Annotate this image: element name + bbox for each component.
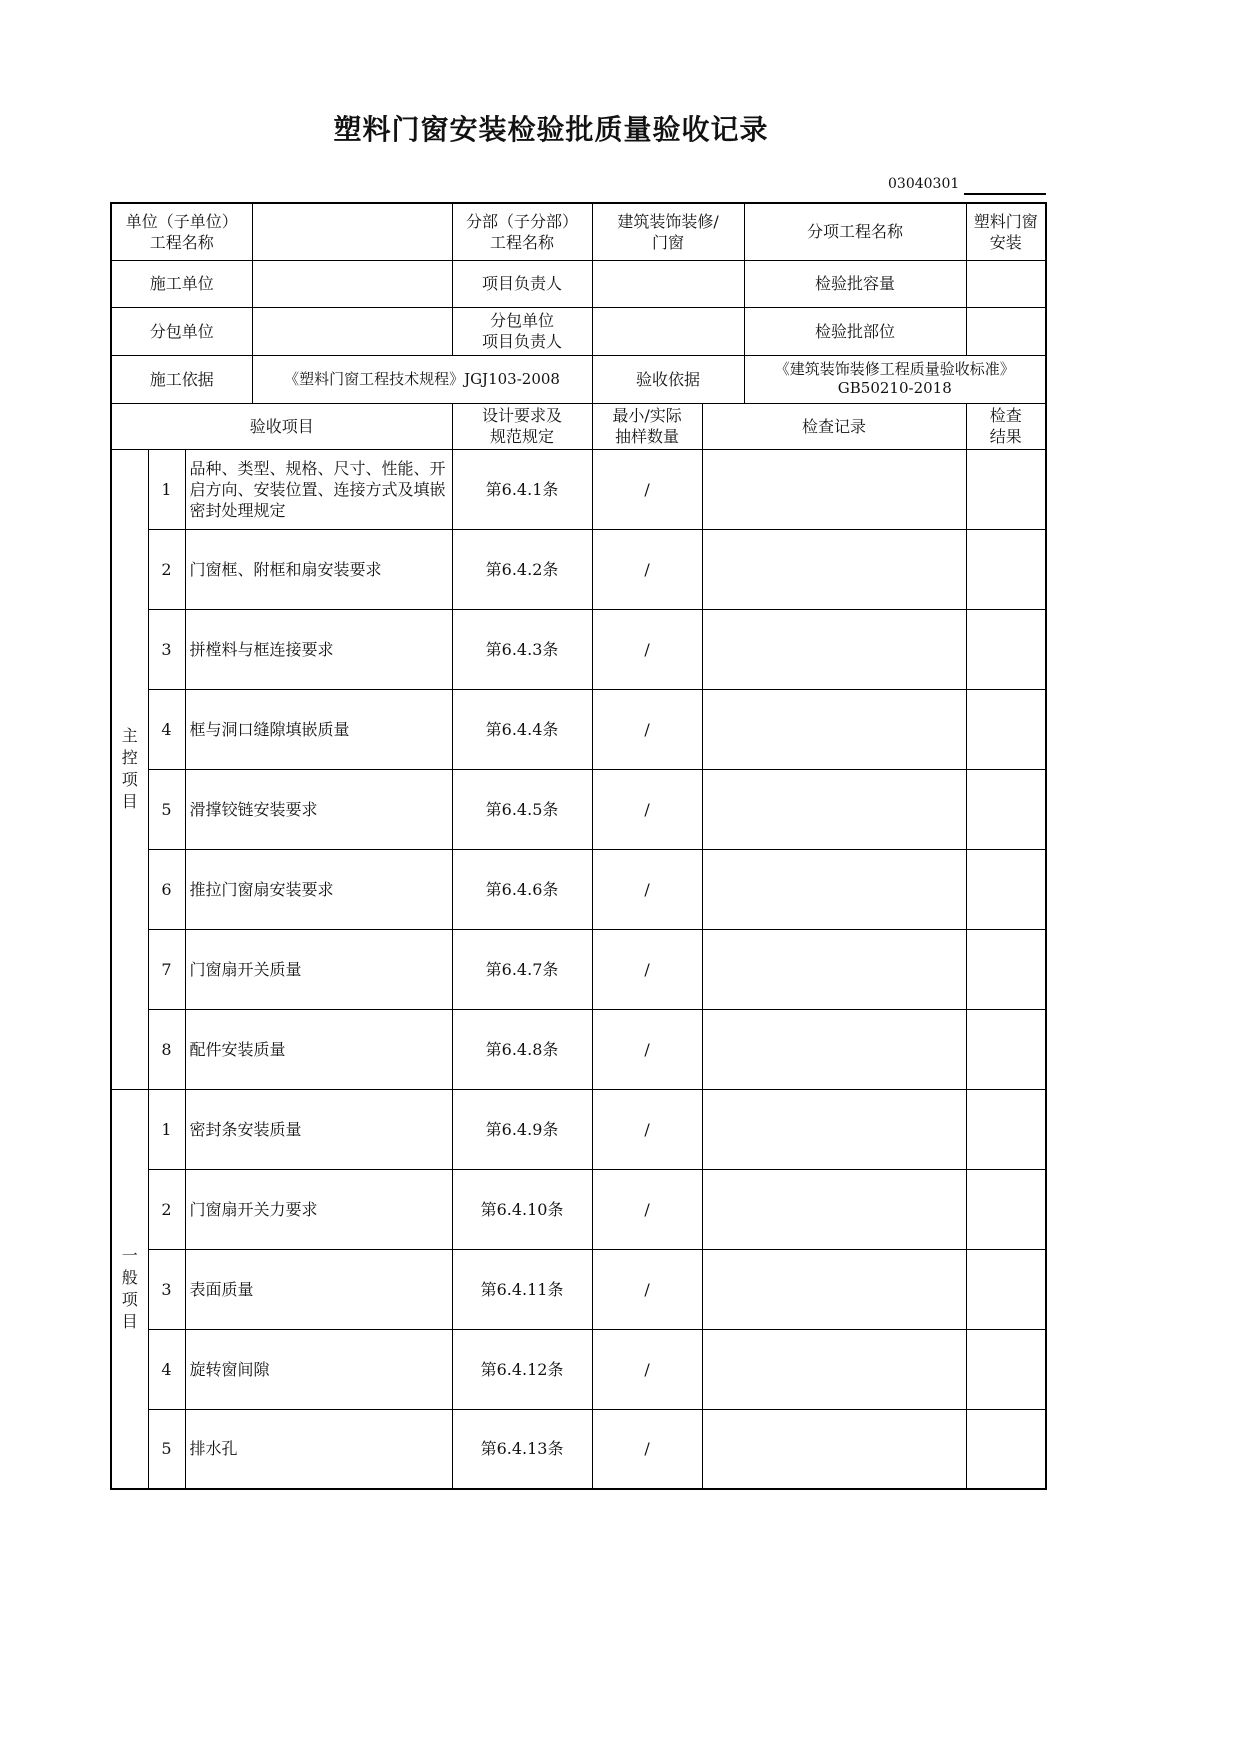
item-sample-count[interactable]: /	[592, 1009, 702, 1089]
item-check-record[interactable]	[702, 449, 966, 529]
page-title: 塑料门窗安装检验批质量验收记录	[333, 113, 769, 146]
item-clause: 第6.4.4条	[452, 689, 592, 769]
main-group-label	[111, 449, 148, 1089]
item-check-result[interactable]	[966, 1329, 1046, 1409]
item-number: 3	[148, 609, 185, 689]
item-sample-count[interactable]: /	[592, 529, 702, 609]
constructor-value[interactable]	[252, 260, 452, 307]
item-description: 旋转窗间隙	[185, 1329, 452, 1409]
item-check-record[interactable]	[702, 609, 966, 689]
item-number: 2	[148, 1169, 185, 1249]
item-check-record[interactable]	[702, 1169, 966, 1249]
item-description: 表面质量	[185, 1249, 452, 1329]
item-description: 门窗框、附框和扇安装要求	[185, 529, 452, 609]
item-check-result[interactable]	[966, 1009, 1046, 1089]
item-number: 7	[148, 929, 185, 1009]
item-check-record[interactable]	[702, 1409, 966, 1489]
project-leader-label: 项目负责人	[452, 260, 592, 307]
main-item-row	[111, 929, 1046, 1009]
item-check-result[interactable]	[966, 1169, 1046, 1249]
item-check-result[interactable]	[966, 449, 1046, 529]
item-sample-count[interactable]: /	[592, 1409, 702, 1489]
header-row-subcontractor	[111, 307, 1046, 355]
item-number: 5	[148, 1409, 185, 1489]
header-row-unit	[111, 203, 1046, 260]
item-check-record[interactable]	[702, 689, 966, 769]
item-description: 拼樘料与框连接要求	[185, 609, 452, 689]
item-clause: 第6.4.11条	[452, 1249, 592, 1329]
subdivision-label: 分部（子分部） 工程名称	[452, 203, 592, 260]
item-check-result[interactable]	[966, 929, 1046, 1009]
item-check-record[interactable]	[702, 1329, 966, 1409]
item-sample-count[interactable]: /	[592, 689, 702, 769]
item-clause: 第6.4.1条	[452, 449, 592, 529]
sub-leader-label: 分包单位 项目负责人	[452, 307, 592, 355]
col-header-item: 验收项目	[111, 403, 452, 449]
main-item-row	[111, 529, 1046, 609]
acceptance-basis-value: 《建筑装饰装修工程质量验收标准》 GB50210-2018	[744, 355, 1046, 403]
col-header-sample: 最小/实际 抽样数量	[592, 403, 702, 449]
constructor-label: 施工单位	[111, 260, 252, 307]
item-clause: 第6.4.12条	[452, 1329, 592, 1409]
construction-basis-value: 《塑料门窗工程技术规程》JGJ103-2008	[252, 355, 592, 403]
item-check-result[interactable]	[966, 1089, 1046, 1169]
item-sample-count[interactable]: /	[592, 449, 702, 529]
col-header-requirement: 设计要求及 规范规定	[452, 403, 592, 449]
header-row-basis	[111, 355, 1046, 403]
item-check-record[interactable]	[702, 929, 966, 1009]
item-check-result[interactable]	[966, 609, 1046, 689]
item-number: 1	[148, 449, 185, 529]
column-header-row	[111, 403, 1046, 449]
item-check-result[interactable]	[966, 529, 1046, 609]
main-item-row	[111, 849, 1046, 929]
main-item-row	[111, 609, 1046, 689]
item-clause: 第6.4.2条	[452, 529, 592, 609]
item-number: 5	[148, 769, 185, 849]
col-header-record: 检查记录	[702, 403, 966, 449]
subitem-label: 分项工程名称	[744, 203, 966, 260]
general-group-label	[111, 1089, 148, 1489]
item-description: 框与洞口缝隙填嵌质量	[185, 689, 452, 769]
subitem-value[interactable]: 塑料门窗安装	[966, 203, 1046, 260]
item-clause: 第6.4.5条	[452, 769, 592, 849]
construction-basis-label: 施工依据	[111, 355, 252, 403]
item-number: 2	[148, 529, 185, 609]
item-description: 排水孔	[185, 1409, 452, 1489]
item-description: 配件安装质量	[185, 1009, 452, 1089]
item-number: 3	[148, 1249, 185, 1329]
item-number: 4	[148, 1329, 185, 1409]
item-sample-count[interactable]: /	[592, 1169, 702, 1249]
item-clause: 第6.4.10条	[452, 1169, 592, 1249]
item-check-result[interactable]	[966, 1249, 1046, 1329]
item-sample-count[interactable]: /	[592, 929, 702, 1009]
general-item-row	[111, 1329, 1046, 1409]
item-check-record[interactable]	[702, 849, 966, 929]
general-item-row	[111, 1089, 1046, 1169]
general-item-row	[111, 1169, 1046, 1249]
item-clause: 第6.4.8条	[452, 1009, 592, 1089]
item-check-record[interactable]	[702, 529, 966, 609]
col-header-result: 检查 结果	[966, 403, 1046, 449]
item-sample-count[interactable]: /	[592, 849, 702, 929]
item-check-result[interactable]	[966, 1409, 1046, 1489]
item-check-result[interactable]	[966, 689, 1046, 769]
item-sample-count[interactable]: /	[592, 1089, 702, 1169]
item-sample-count[interactable]: /	[592, 609, 702, 689]
item-check-result[interactable]	[966, 769, 1046, 849]
batch-location-label: 检验批部位	[744, 307, 966, 355]
batch-location-value[interactable]	[966, 307, 1046, 355]
unit-name-label: 单位（子单位） 工程名称	[111, 203, 252, 260]
subcontractor-value[interactable]	[252, 307, 452, 355]
item-number: 8	[148, 1009, 185, 1089]
item-clause: 第6.4.9条	[452, 1089, 592, 1169]
item-description: 门窗扇开关质量	[185, 929, 452, 1009]
unit-name-value[interactable]	[252, 203, 452, 260]
item-sample-count[interactable]: /	[592, 1329, 702, 1409]
item-check-result[interactable]	[966, 849, 1046, 929]
item-description: 推拉门窗扇安装要求	[185, 849, 452, 929]
item-check-record[interactable]	[702, 1009, 966, 1089]
main-item-row	[111, 1009, 1046, 1089]
form-code: 03040301	[888, 176, 960, 192]
general-item-row	[111, 1249, 1046, 1329]
acceptance-basis-label: 验收依据	[592, 355, 744, 403]
batch-capacity-label: 检验批容量	[744, 260, 966, 307]
main-item-row	[111, 449, 1046, 529]
main-item-row	[111, 769, 1046, 849]
item-number: 4	[148, 689, 185, 769]
item-number: 6	[148, 849, 185, 929]
general-item-row	[111, 1409, 1046, 1489]
item-description: 门窗扇开关力要求	[185, 1169, 452, 1249]
main-item-row	[111, 689, 1046, 769]
item-clause: 第6.4.3条	[452, 609, 592, 689]
batch-capacity-value[interactable]	[966, 260, 1046, 307]
item-description: 滑撑铰链安装要求	[185, 769, 452, 849]
form-code-underline	[964, 193, 1046, 195]
subdivision-value[interactable]: 建筑装饰装修/ 门窗	[592, 203, 744, 260]
item-clause: 第6.4.13条	[452, 1409, 592, 1489]
item-check-record[interactable]	[702, 1249, 966, 1329]
item-sample-count[interactable]: /	[592, 1249, 702, 1329]
header-row-constructor	[111, 260, 1046, 307]
item-clause: 第6.4.7条	[452, 929, 592, 1009]
inspection-table	[110, 202, 1047, 1490]
item-description: 密封条安装质量	[185, 1089, 452, 1169]
item-description: 品种、类型、规格、尺寸、性能、开启方向、安装位置、连接方式及填嵌密封处理规定	[185, 449, 452, 529]
project-leader-value[interactable]	[592, 260, 744, 307]
item-number: 1	[148, 1089, 185, 1169]
item-sample-count[interactable]: /	[592, 769, 702, 849]
item-clause: 第6.4.6条	[452, 849, 592, 929]
main-group-label-text: 主控项目	[121, 726, 138, 811]
item-check-record[interactable]	[702, 769, 966, 849]
sub-leader-value[interactable]	[592, 307, 744, 355]
item-check-record[interactable]	[702, 1089, 966, 1169]
general-group-label-text: 一般项目	[121, 1245, 138, 1331]
subcontractor-label: 分包单位	[111, 307, 252, 355]
